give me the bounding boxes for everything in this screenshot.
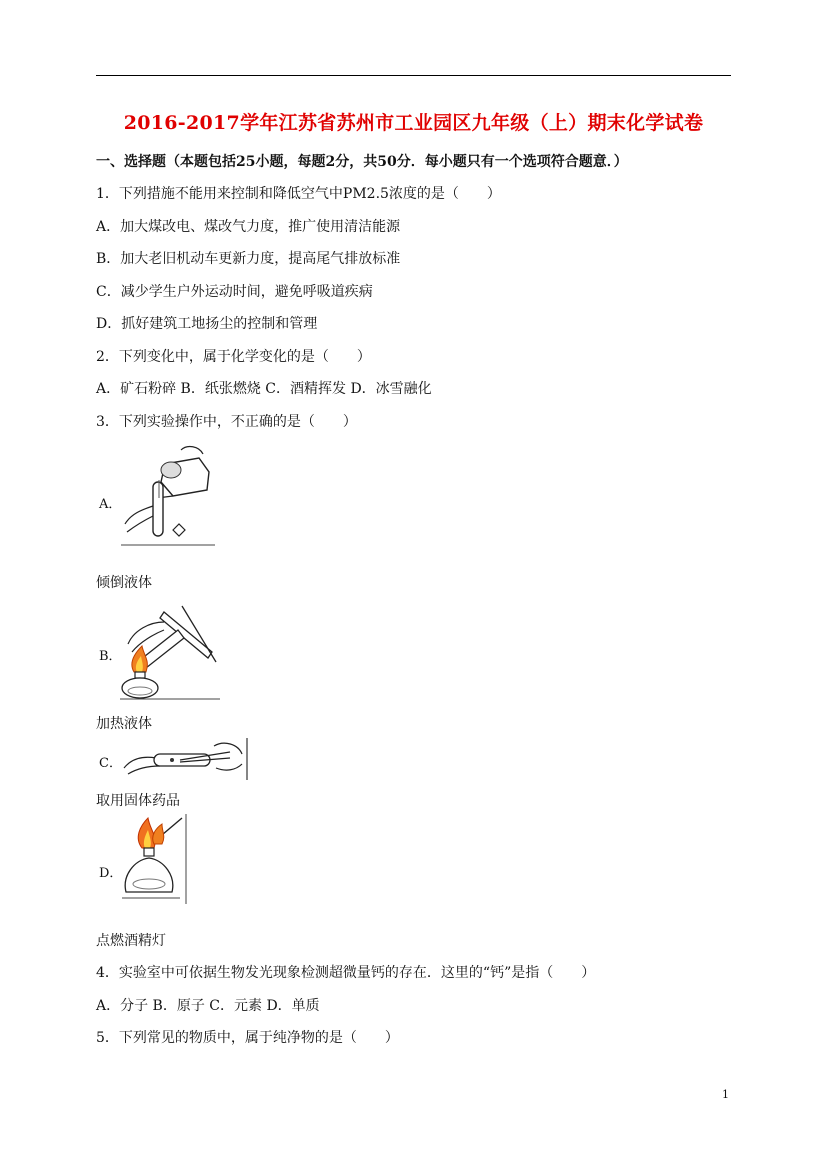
pouring-liquid-figure [121, 440, 215, 546]
question-3-option-c-label: C． [99, 756, 122, 771]
section-heading: 一、选择题（本题包括25小题，每题2分，共50分．每小题只有一个选项符合题意．） [96, 154, 628, 170]
taking-solid-figure [120, 738, 250, 780]
header-rule [96, 75, 731, 76]
question-2-options: A．矿石粉碎 B．纸张燃烧 C．酒精挥发 D．冰雪融化 [96, 381, 432, 397]
heating-liquid-figure [120, 600, 220, 700]
question-1-option-c: C．减少学生户外运动时间，避免呼吸道疾病 [96, 284, 373, 300]
question-3-option-d-caption: 点燃酒精灯 [96, 933, 166, 949]
question-1-option-d: D．抓好建筑工地扬尘的控制和管理 [96, 316, 318, 332]
question-1-option-b: B．加大老旧机动车更新力度，提高尾气排放标准 [96, 251, 401, 267]
question-3-option-b-label: B． [99, 649, 122, 664]
question-1-option-a: A．加大煤改电、煤改气力度，推广使用清洁能源 [96, 219, 401, 235]
exam-title: 2016-2017学年江苏省苏州市工业园区九年级（上）期末化学试卷 [123, 112, 704, 134]
question-3-option-a-caption: 倾倒液体 [96, 575, 152, 591]
lighting-alcohol-lamp-figure [120, 814, 188, 904]
question-3-option-c-caption: 取用固体药品 [96, 793, 180, 809]
page-number: 1 [722, 1088, 729, 1101]
question-3-option-a-label: A． [99, 497, 122, 512]
question-1-stem: 1．下列措施不能用来控制和降低空气中PM2.5浓度的是（ ） [96, 186, 501, 202]
question-4-stem: 4．实验室中可依据生物发光现象检测超微量钙的存在．这里的“钙”是指（ ） [96, 965, 596, 981]
question-2-stem: 2．下列变化中，属于化学变化的是（ ） [96, 349, 371, 365]
question-3-option-b-caption: 加热液体 [96, 716, 152, 732]
question-5-stem: 5．下列常见的物质中，属于纯净物的是（ ） [96, 1030, 399, 1046]
question-3-stem: 3．下列实验操作中，不正确的是（ ） [96, 414, 357, 430]
question-3-option-d-label: D． [99, 866, 123, 881]
question-4-options: A．分子 B．原子 C．元素 D．单质 [96, 998, 320, 1014]
